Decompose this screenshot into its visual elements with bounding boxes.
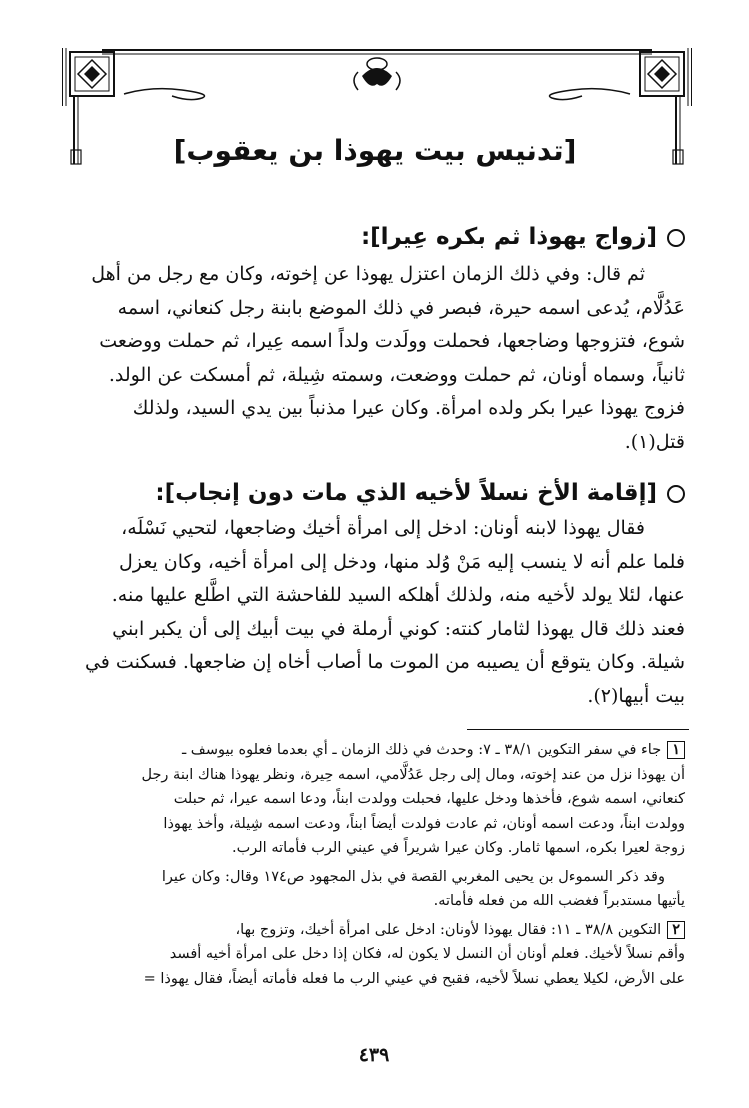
section-heading-text: [زواج يهوذا ثم بكره عِيرا]: <box>360 224 657 250</box>
paragraph-line: عَدُلَّام، يُدعى اسمه حيرة، فبصر في ذلك الموضع بابنة رجل كنعاني، اسمه <box>117 296 685 319</box>
paragraph-line: بيت أبيها(٢). <box>587 684 685 707</box>
footnote-1 <box>63 738 685 861</box>
paragraph-line: شوع، فتزوجها وضاجعها، فحملت وولَدت ولداً اسمه عِيرا، ثم حملت ووضعت <box>99 330 685 352</box>
section-paragraph-1 <box>63 258 685 459</box>
left-corner-ornament-icon <box>62 48 114 164</box>
footnote-line: وقد ذكر السموءل بن يحيى المغربي القصة في بذل المجهود ص١٧٤ وقال: وكان عيرا <box>161 868 665 885</box>
chapter-title: [تدنيس بيت يهوذا بن يعقوب] <box>173 134 577 167</box>
section-bullet-icon <box>667 229 685 247</box>
paragraph-line: فزوج يهوذا عيرا بكر ولده امرأة. وكان عيرا مذنباً بين يدي السيد، ولذلك <box>132 397 685 419</box>
center-ornament-icon <box>354 58 400 90</box>
paragraph-line: فلما علم أنه لا ينسب إليه مَنْ وُلد منها، ودخل إلى امرأة أخيه، وكان يعزل <box>119 550 685 573</box>
paragraph-line: فقال يهوذا لابنه أونان: ادخل إلى امرأة أخيك وضاجعها، لتحيي نَسْلَه، <box>121 517 645 539</box>
section-heading-text: [إقامة الأخ نسلاً لأخيه الذي مات دون إنجاب]: <box>155 480 657 506</box>
paragraph-line: ثانياً، وسماه أونان، ثم حملت ووضعت، وسمته شِيلة، ثم أمسكت عن الولد. <box>108 363 685 386</box>
footnote-line: زوجة لعيرا بكره، اسمها ثامار. وكان عيرا شريراً في عيني الرب فأماته الرب. <box>232 840 685 856</box>
paragraph-line: ثم قال: وفي ذلك الزمان اعتزل يهوذا عن إخوته، وكان مع رجل من أهل <box>91 263 645 285</box>
footnotes <box>63 738 685 995</box>
footnote-line: يأتيها مستدبراً فغضب الله من فعله فأماته. <box>433 893 685 909</box>
footnote-line: وولدت ابناً، ودعت اسمه أونان، ثم عادت فولدت أيضاً ابناً، ودعت اسمه شِيلة، وأخذ يهوذا <box>163 815 685 832</box>
section-bullet-icon <box>667 485 685 503</box>
footnote-line: على الأرض، لكيلا يعطي نسلاً لأخيه، فقبح في عيني الرب ما فعله فأماته أيضاً، فقال يهوذا = <box>143 970 685 987</box>
footnote-line: جاء في سفر التكوين ٣٨/١ ـ ٧: وحدث في ذلك الزمان ـ أي بعدما فعلوه بيوسف ـ <box>181 742 662 758</box>
right-corner-ornament-icon <box>640 48 692 164</box>
section-heading-zawaj <box>65 224 685 250</box>
paragraph-line: فعند ذلك قال يهوذا لثامار كنته: كوني أرملة في بيت أبيك إلى أن يكبر ابني <box>112 617 685 640</box>
section-paragraph-2 <box>63 512 685 713</box>
footnote-number: ١ <box>667 741 685 759</box>
section-heading-iqama <box>65 480 685 506</box>
footnote-line: وأقم نسلاً لأخيك. فعلم أونان أن النسل لا يكون له، فكان إذا دخل على امرأة أخيه أفسد <box>169 946 685 962</box>
footnote-separator <box>467 729 689 730</box>
footnote-line: أن يهوذا نزل من عند إخوته، ومال إلى رجل عَدُلَّامي، اسمه حِيرة، ونظر يهوذا هناك ابنة رجل <box>141 766 685 783</box>
paragraph-line: قتل(١). <box>624 430 685 453</box>
footnote-1-continuation <box>63 865 685 914</box>
page-number: ٤٣٩ <box>358 1044 390 1066</box>
footnote-line: كنعاني، اسمه شوع، فأخذها ودخل عليها، فحبلت وولدت ابناً، ودعا اسمه عيرا، ثم حبلت <box>173 791 685 807</box>
footnote-number: ٢ <box>667 921 685 939</box>
paragraph-line: عنها، لئلا يولد لأخيه منه، ولذلك أهلكه السيد للفاحشة التي اطَّلع عليها منه. <box>111 584 685 606</box>
paragraph-line: شيلة. وكان يتوقع أن يصيبه من الموت ما أصاب أخاه إن ضاجعها. فسكنت في <box>84 651 685 673</box>
footnote-2 <box>63 918 685 992</box>
footnote-line: التكوين ٣٨/٨ ـ ١١: فقال يهوذا لأونان: ادخل على امرأة أخيك، وتزوج بها، <box>235 921 662 938</box>
